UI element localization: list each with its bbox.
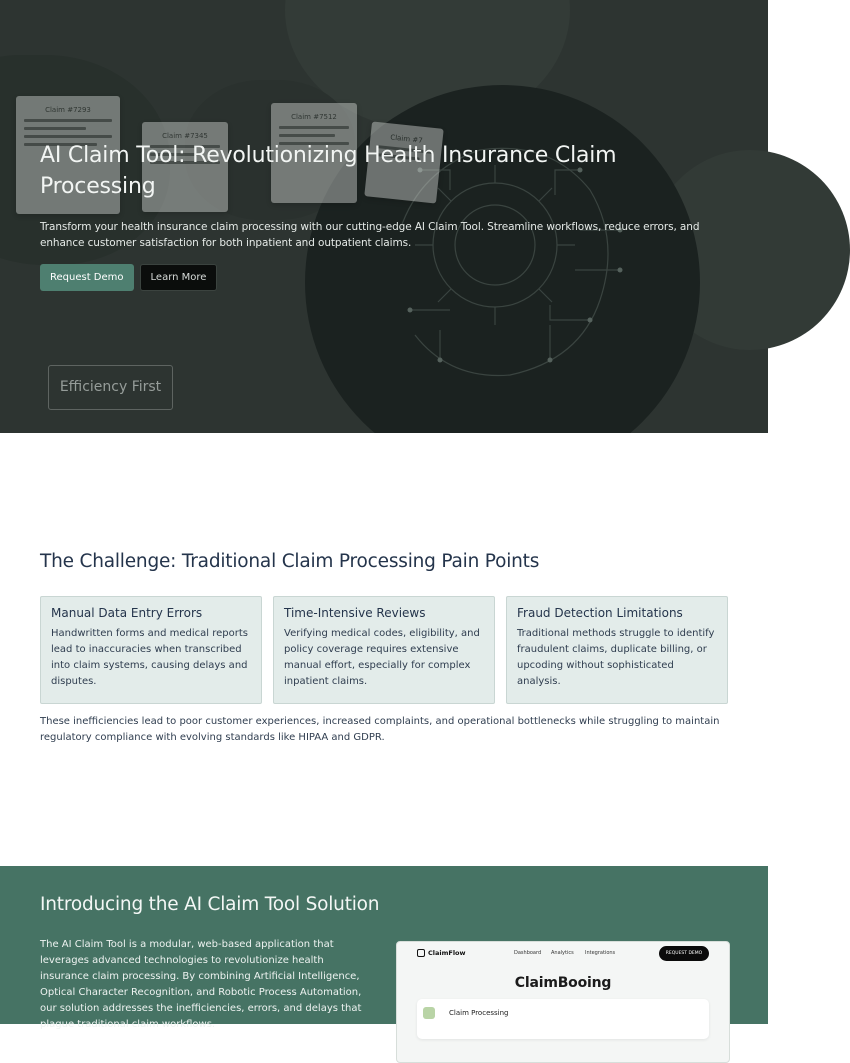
claim-card-title: Claim #7512 bbox=[291, 113, 337, 121]
challenge-footnote: These inefficiencies lead to poor customer experiences, increased complaints, and operational bottlenecks while struggling to maintain regulatory compliance with evolving standards like HIPAA and GDPR. bbox=[40, 716, 720, 743]
efficiency-first-badge: Efficiency First bbox=[48, 365, 173, 410]
hero-subtitle: Transform your health insurance claim processing with our cutting-edge AI Claim Tool. Streamline workflows, reduce errors, and enhance customer satisfaction for both inpatient and outpatient claims. bbox=[40, 221, 700, 249]
hero-actions bbox=[40, 264, 730, 291]
product-mockup bbox=[396, 941, 730, 1063]
claim-processing-icon bbox=[423, 1007, 435, 1019]
pain-point-card bbox=[40, 596, 262, 704]
challenge-title: The Challenge: Traditional Claim Processing Pain Points bbox=[40, 551, 540, 572]
claim-card-title: Claim #7293 bbox=[45, 106, 91, 114]
card-title: Time-Intensive Reviews bbox=[284, 606, 426, 620]
mockup-nav bbox=[397, 942, 729, 966]
card-title: Manual Data Entry Errors bbox=[51, 606, 203, 620]
mockup-request-demo-button: REQUEST DEMO bbox=[659, 946, 709, 961]
card-body: Handwritten forms and medical reports lead to inaccuracies when transcribed into claim systems, causing delays and disputes. bbox=[51, 628, 248, 687]
mockup-nav-integrations: Integrations bbox=[585, 950, 616, 956]
mockup-logo-text: ClaimFlow bbox=[428, 949, 466, 957]
solution-section bbox=[0, 866, 768, 1030]
learn-more-button[interactable]: Learn More bbox=[140, 264, 218, 291]
mockup-nav-analytics: Analytics bbox=[551, 950, 574, 956]
claim-card-title: Claim #7 bbox=[389, 133, 424, 145]
card-body: Verifying medical codes, eligibility, and policy coverage requires extensive manual effort, especially for complex inpatient claims. bbox=[284, 628, 480, 687]
challenge-section bbox=[0, 433, 768, 866]
hero-title: AI Claim Tool: Revolutionizing Health Insurance Claim Processing bbox=[40, 143, 617, 199]
pain-point-card bbox=[506, 596, 728, 704]
claim-card-title: Claim #7345 bbox=[162, 132, 208, 140]
request-demo-button[interactable]: Request Demo bbox=[40, 264, 134, 291]
solution-title: Introducing the AI Claim Tool Solution bbox=[40, 894, 380, 915]
hero-section bbox=[0, 0, 768, 433]
mockup-panel bbox=[417, 999, 709, 1039]
pain-point-card bbox=[273, 596, 495, 704]
pain-point-cards bbox=[40, 596, 728, 704]
claimflow-logo-icon bbox=[417, 949, 425, 957]
solution-body: The AI Claim Tool is a modular, web-based application that leverages advanced technologies to revolutionize health insurance claim processing. By combining Artificial Intelligence, Optical Character Recognition, and Robotic Process Automation, our solution addresses the inefficiencies, errors, and delays that plague traditional claim workflows. bbox=[40, 939, 362, 1030]
card-title: Fraud Detection Limitations bbox=[517, 606, 683, 620]
mockup-brand: ClaimBooing bbox=[514, 975, 612, 991]
hero-content bbox=[40, 140, 730, 291]
mockup-nav-dashboard: Dashboard bbox=[514, 950, 542, 956]
card-body: Traditional methods struggle to identify fraudulent claims, duplicate billing, or upcoding without sophisticated analysis. bbox=[517, 628, 715, 687]
mockup-logo bbox=[417, 949, 466, 957]
mockup-panel-label: Claim Processing bbox=[449, 1009, 509, 1017]
